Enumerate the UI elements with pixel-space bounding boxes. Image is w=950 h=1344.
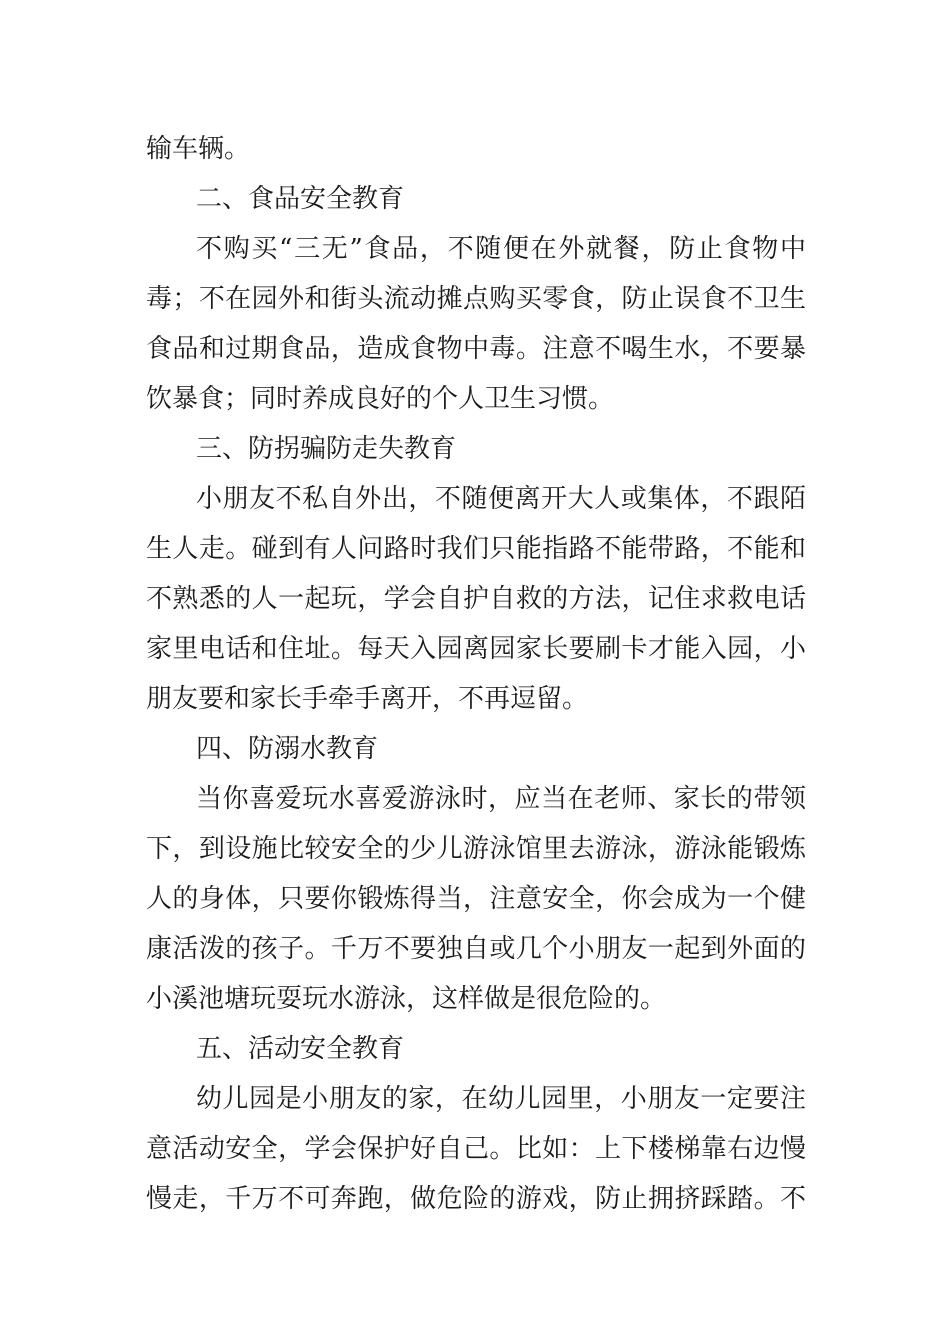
paragraph-line: 食品和过期食品，造成食物中毒。注意不喝生水，不要暴 bbox=[146, 334, 806, 364]
paragraph-line: 饮暴食；同时养成良好的个人卫生习惯。 bbox=[146, 384, 615, 414]
section-heading: 五、活动安全教育 bbox=[196, 1034, 405, 1064]
paragraph-line: 小朋友不私自外出，不随便离开大人或集体，不跟陌 bbox=[196, 484, 806, 514]
paragraph-line: 康活泼的孩子。千万不要独自或几个小朋友一起到外面的 bbox=[146, 934, 806, 964]
paragraph-line: 下，到设施比较安全的少儿游泳馆里去游泳，游泳能锻炼 bbox=[146, 834, 806, 864]
paragraph-line: 意活动安全，学会保护好自己。比如：上下楼梯靠右边慢 bbox=[146, 1134, 806, 1164]
section-heading: 二、食品安全教育 bbox=[196, 184, 405, 214]
paragraph-line: 慢走，千万不可奔跑，做危险的游戏，防止拥挤踩踏。不 bbox=[146, 1184, 806, 1214]
paragraph-line: 毒；不在园外和街头流动摊点购买零食，防止误食不卫生 bbox=[146, 284, 806, 314]
paragraph-line: 家里电话和住址。每天入园离园家长要刷卡才能入园，小 bbox=[146, 634, 806, 664]
paragraph-line: 不熟悉的人一起玩，学会自护自救的方法，记住求救电话 bbox=[146, 584, 806, 614]
section-heading: 四、防溺水教育 bbox=[196, 734, 379, 764]
paragraph-line: 生人走。碰到有人问路时我们只能指路不能带路，不能和 bbox=[146, 534, 806, 564]
paragraph-line: 小溪池塘玩耍玩水游泳，这样做是很危险的。 bbox=[146, 984, 667, 1014]
paragraph-line: 朋友要和家长手牵手离开，不再逗留。 bbox=[146, 684, 589, 714]
paragraph-line: 当你喜爱玩水喜爱游泳时，应当在老师、家长的带领 bbox=[196, 784, 806, 814]
paragraph-line: 输车辆。 bbox=[146, 134, 251, 164]
section-heading: 三、防拐骗防走失教育 bbox=[196, 434, 457, 464]
paragraph-line: 不购买“三无”食品，不随便在外就餐，防止食物中 bbox=[196, 234, 806, 264]
paragraph-line: 人的身体，只要你锻炼得当，注意安全，你会成为一个健 bbox=[146, 884, 806, 914]
paragraph-line: 幼儿园是小朋友的家，在幼儿园里，小朋友一定要注 bbox=[196, 1084, 806, 1114]
